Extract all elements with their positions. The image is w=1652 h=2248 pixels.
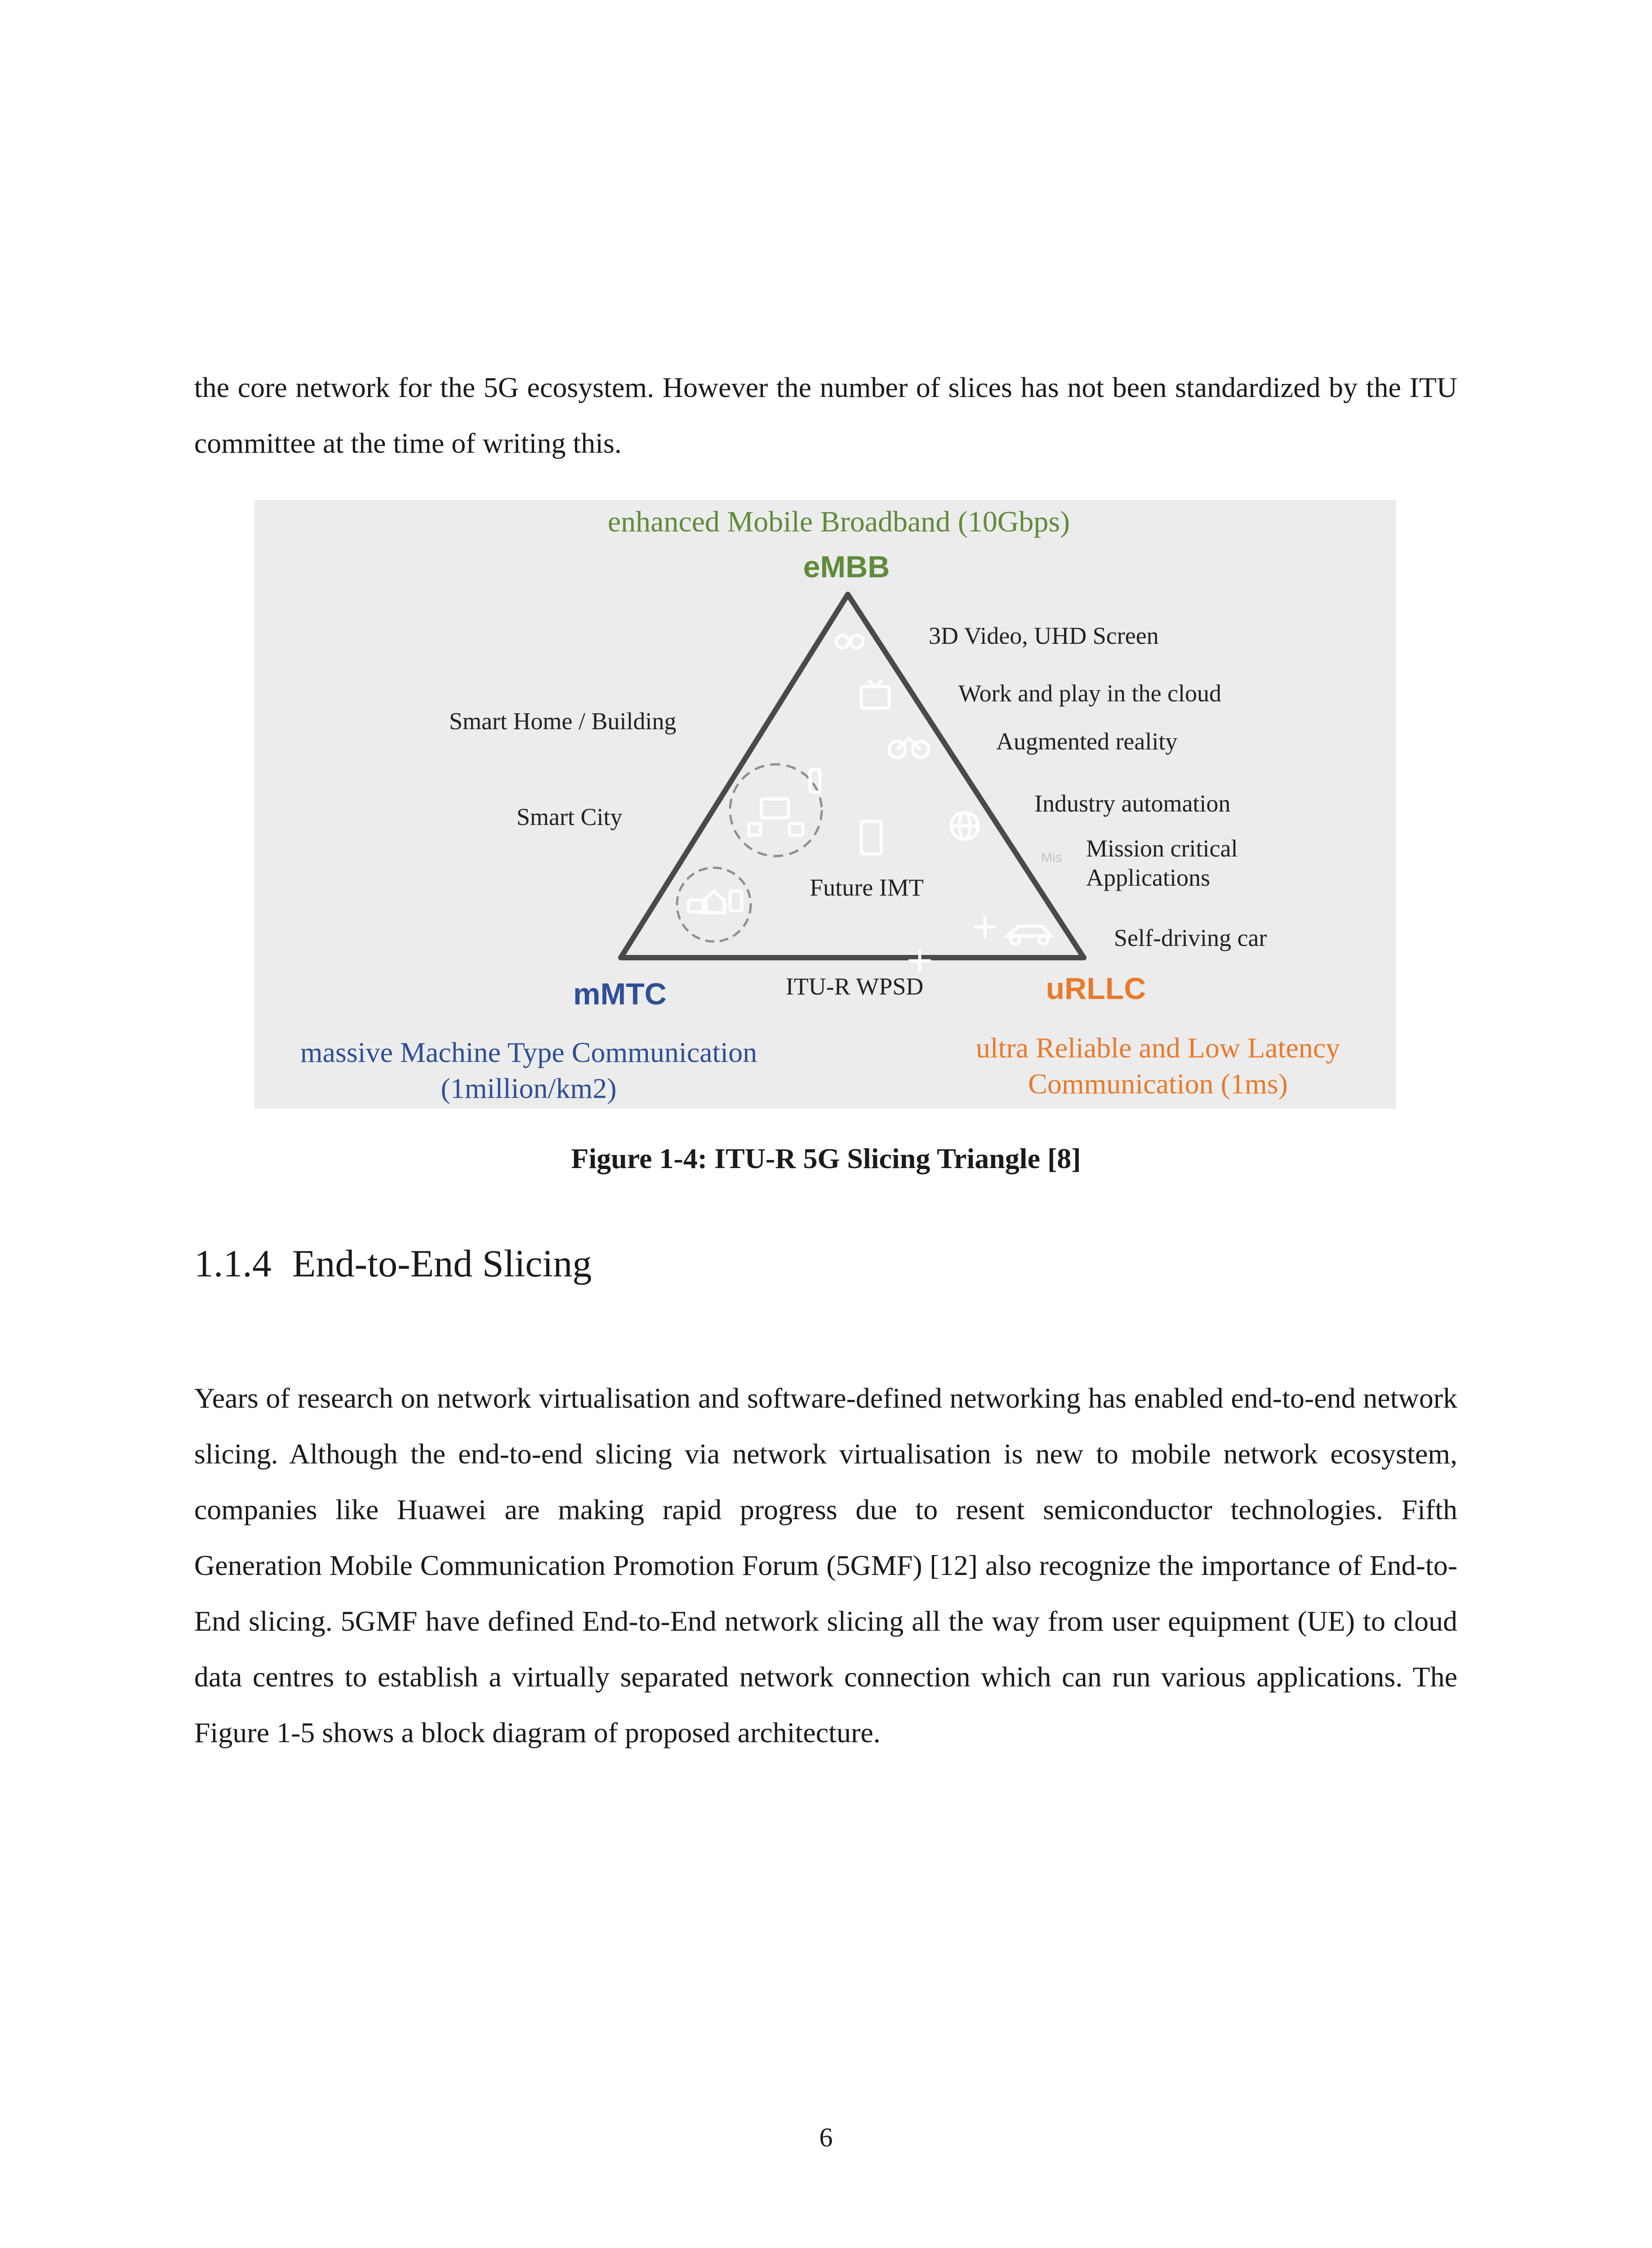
globe-icon	[951, 812, 978, 839]
mmtc-full-name-line1: massive Machine Type Communication	[300, 1036, 757, 1068]
label-mission-critical: Mission critical	[1086, 835, 1238, 862]
car-icon	[1007, 926, 1051, 944]
label-smart-home: Smart Home / Building	[449, 708, 677, 735]
phone-icon	[861, 821, 881, 854]
label-future-imt: Future IMT	[810, 874, 924, 901]
slicing-triangle-figure	[254, 500, 1396, 1109]
label-itu-r-wpsd: ITU-R WPSD	[785, 973, 924, 1000]
motorbike-icon	[889, 738, 929, 758]
urllc-full-name-line2: Communication (1ms)	[1028, 1068, 1288, 1100]
label-applications: Applications	[1086, 864, 1210, 891]
smart-home-circle-icon	[730, 764, 822, 856]
mmtc-full-name-line2: (1million/km2)	[441, 1072, 617, 1104]
urllc-label: uRLLC	[1046, 972, 1146, 1006]
figure-caption: Figure 1-4: ITU-R 5G Slicing Triangle [8]	[571, 1142, 1081, 1174]
page-number: 6	[819, 2123, 833, 2152]
section-heading	[194, 1241, 592, 1286]
glasses-icon	[836, 635, 863, 648]
smart-city-circle-icon	[677, 868, 751, 941]
embb-label: eMBB	[803, 550, 890, 584]
slicing-triangle-diagram	[254, 500, 1396, 1109]
label-industry-automation: Industry automation	[1034, 790, 1231, 817]
mmtc-label: mMTC	[573, 977, 667, 1011]
paragraph-end-to-end: Years of research on network virtualisation and software-defined networking has enabled end-to-end network slicing. Although the end-to-end slicing via network virtualisation is new to mobile network ecosystem, companies like Huawei are making rapid progress due to resent semiconductor technologies. Fifth Generation Mobile Communication Promotion Forum (5GMF) [12] also recognize the importance of End-to-End slicing. 5GMF have defined End-to-End network slicing all the way from user equipment (UE) to cloud data centres to establish a virtually separated network connection which can run various applications. The Figure 1-5 shows a block diagram of proposed architecture.	[194, 1382, 1457, 1748]
plane-icon	[974, 916, 996, 938]
label-3d-video: 3D Video, UHD Screen	[929, 622, 1159, 649]
paragraph-intro: the core network for the 5G ecosystem. However the number of slices has not been standardized by the ITU committee at the time of writing this.	[194, 371, 1457, 459]
faint-mark: Mis	[1041, 850, 1062, 865]
label-smart-city: Smart City	[517, 803, 623, 830]
section-title: End-to-End Slicing	[292, 1242, 592, 1285]
label-augmented-reality: Augmented reality	[996, 728, 1178, 755]
tv-icon	[861, 680, 889, 708]
urllc-full-name-line1: ultra Reliable and Low Latency	[975, 1032, 1340, 1064]
label-self-driving-car: Self-driving car	[1114, 924, 1267, 951]
section-number: 1.1.4	[194, 1242, 272, 1285]
label-work-play-cloud: Work and play in the cloud	[958, 680, 1222, 707]
star-icon	[908, 950, 931, 972]
embb-full-name: enhanced Mobile Broadband (10Gbps)	[607, 505, 1070, 538]
